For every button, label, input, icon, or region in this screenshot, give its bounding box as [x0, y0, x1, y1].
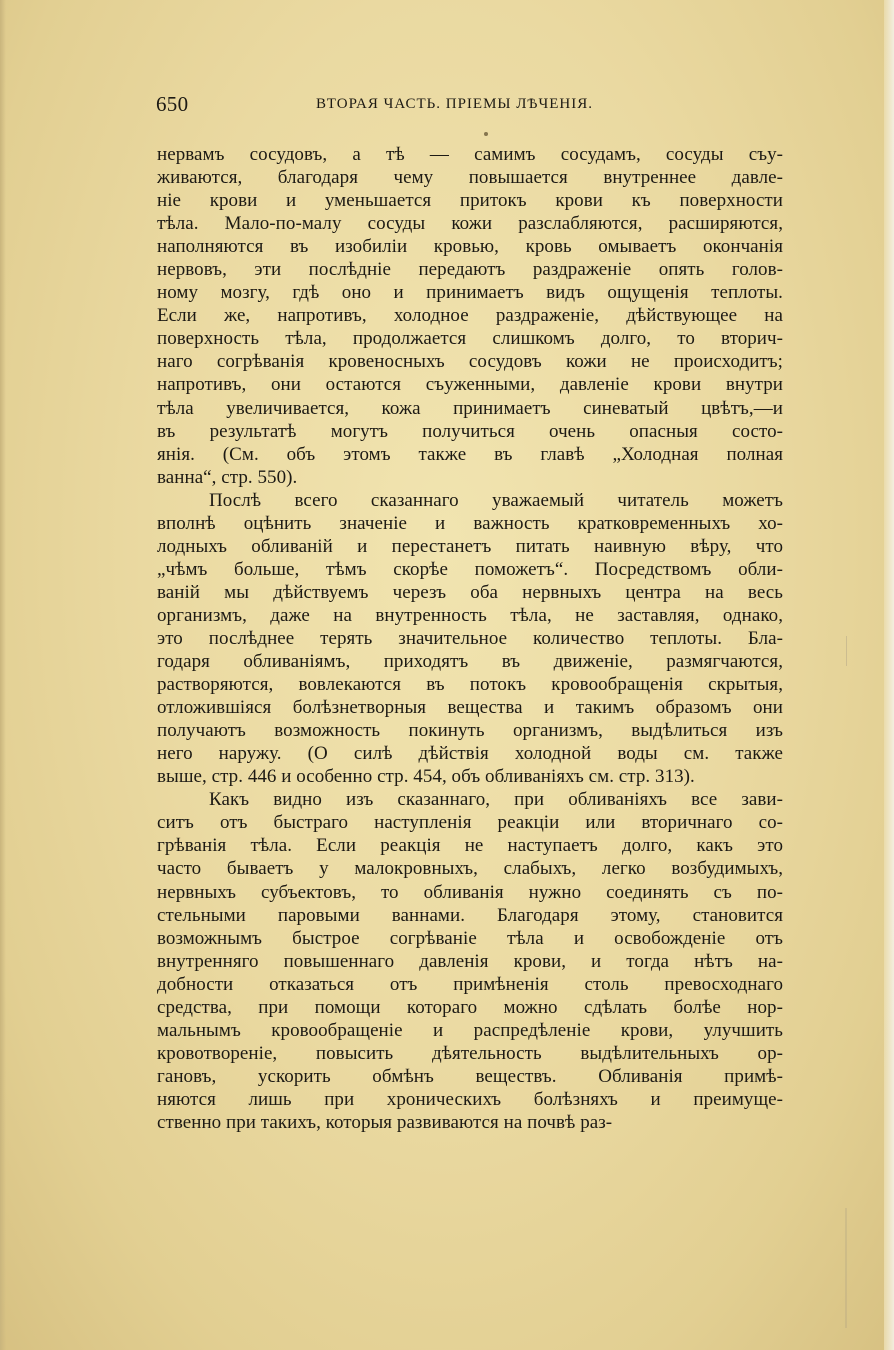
running-title: ВТОРАЯ ЧАСТЬ. ПРIЕМЫ ЛѢЧЕНIЯ. — [316, 96, 593, 112]
text-line: годаря обливанiямъ, приходятъ въ движенiе, размягчаются, — [157, 651, 783, 673]
text-line: наполняются въ изобилiи кровью, кровь омываетъ окончанiя — [157, 236, 783, 258]
text-line: ситъ отъ быстраго наступленiя реакцiи или вторичнаго со- — [157, 812, 783, 834]
paragraph — [157, 788, 783, 1134]
paragraph — [157, 489, 783, 789]
text-line: гановъ, ускорить обмѣнъ веществъ. Обливанiя примѣ- — [157, 1065, 783, 1087]
text-line: живаются, благодаря чему повышается внутреннее давле- — [157, 167, 783, 189]
text-line: нервныхъ субъектовъ, то обливанiя нужно соединять съ по- — [157, 881, 783, 903]
text-line: кровотворенiе, повысить дѣятельность выдѣлительныхъ ор- — [157, 1042, 783, 1064]
text-line: часто бываетъ у малокровныхъ, слабыхъ, легко возбудимыхъ, — [157, 858, 783, 880]
text-line: тѣла. Мало-по-малу сосуды кожи разслабляются, расширяются, — [157, 213, 783, 235]
text-line: него наружу. (О силѣ дѣйствiя холодной воды см. также — [157, 743, 783, 765]
text-line: ному мозгу, гдѣ оно и принимаетъ видъ ощущенiя теплоты. — [157, 282, 783, 304]
text-line: ванiй мы дѣйствуемъ черезъ оба нервныхъ центра на весь — [157, 581, 783, 603]
text-line: нiе крови и уменьшается притокъ крови къ поверхности — [157, 190, 783, 212]
text-line: стельными паровыми ваннами. Благодаря этому, становится — [157, 904, 783, 926]
text-line: средства, при помощи котораго можно сдѣлать болѣе нор- — [157, 996, 783, 1018]
paper-scratch — [846, 636, 847, 666]
text-line: получаютъ возможность покинуть организмъ, выдѣлиться изъ — [157, 720, 783, 742]
text-line: мальнымъ кровообращенiе и распредѣленiе крови, улучшить — [157, 1019, 783, 1041]
text-line: это послѣднее терять значительное количество теплоты. Бла- — [157, 627, 783, 649]
text-line: няются лишь при хроническихъ болѣзняхъ и преимуще- — [157, 1088, 783, 1110]
paper-scratch — [845, 1208, 847, 1328]
text-line: возможнымъ быстрое согрѣванiе тѣла и освобожденiе отъ — [157, 927, 783, 949]
text-line: Послѣ всего сказаннаго уважаемый читатель можетъ — [209, 489, 783, 511]
text-line: лодныхъ обливанiй и перестанетъ питать наивную вѣру, что — [157, 535, 783, 557]
page-right-edge — [884, 0, 894, 1350]
page-header — [156, 92, 780, 122]
text-line: Если же, напротивъ, холодное раздраженiе, дѣйствующее на — [157, 305, 783, 327]
paragraph — [157, 143, 783, 489]
page-gutter-shadow — [0, 0, 6, 1350]
text-line: нервовъ, эти послѣднiе передаютъ раздраженiе опять голов- — [157, 259, 783, 281]
text-line: ванна“, стр. 550). — [157, 466, 298, 488]
text-line: отложившiяся болѣзнетворныя вещества и такимъ образомъ они — [157, 697, 783, 719]
text-line: добности отказаться отъ примѣненiя столь превосходнаго — [157, 973, 783, 995]
text-line: поверхность тѣла, продолжается слишкомъ долго, то вторич- — [157, 328, 783, 350]
text-line: Какъ видно изъ сказаннаго, при обливанiяхъ все зави- — [209, 789, 783, 811]
text-line: выше, стр. 446 и особенно стр. 454, объ обливанiяхъ см. стр. 313). — [157, 766, 695, 788]
text-line: вполнѣ оцѣнить значенiе и важность кратковременныхъ хо- — [157, 512, 783, 534]
text-line: нервамъ сосудовъ, а тѣ — самимъ сосудамъ, сосуды съу- — [157, 144, 783, 165]
page-number: 650 — [156, 92, 189, 116]
text-line: янiя. (См. объ этомъ также въ главѣ „Холодная полная — [157, 443, 783, 465]
text-line: растворяются, вовлекаются въ потокъ кровообращенiя скрытыя, — [157, 674, 783, 696]
text-line: напротивъ, они остаются съуженными, давленiе крови внутри — [157, 374, 783, 396]
text-line: „чѣмъ больше, тѣмъ скорѣе поможетъ“. Посредствомъ обли- — [157, 558, 783, 580]
text-line: ственно при такихъ, которыя развиваются на почвѣ раз- — [157, 1111, 613, 1133]
text-line: внутренняго повышеннаго давленiя крови, и тогда нѣтъ на- — [157, 950, 783, 972]
text-line: наго согрѣванiя кровеносныхъ сосудовъ кожи не происходитъ; — [157, 351, 783, 373]
text-line: въ результатѣ могутъ получиться очень опасныя состо- — [157, 420, 783, 442]
body-text — [157, 143, 783, 1134]
text-line: тѣла увеличивается, кожа принимаетъ синеватый цвѣтъ,—и — [157, 397, 783, 419]
text-line: организмъ, даже на внутренность тѣла, не заставляя, однако, — [157, 604, 783, 626]
ink-dot — [484, 132, 488, 136]
text-line: грѣванiя тѣла. Если реакцiя не наступаетъ долго, какъ это — [157, 835, 783, 857]
